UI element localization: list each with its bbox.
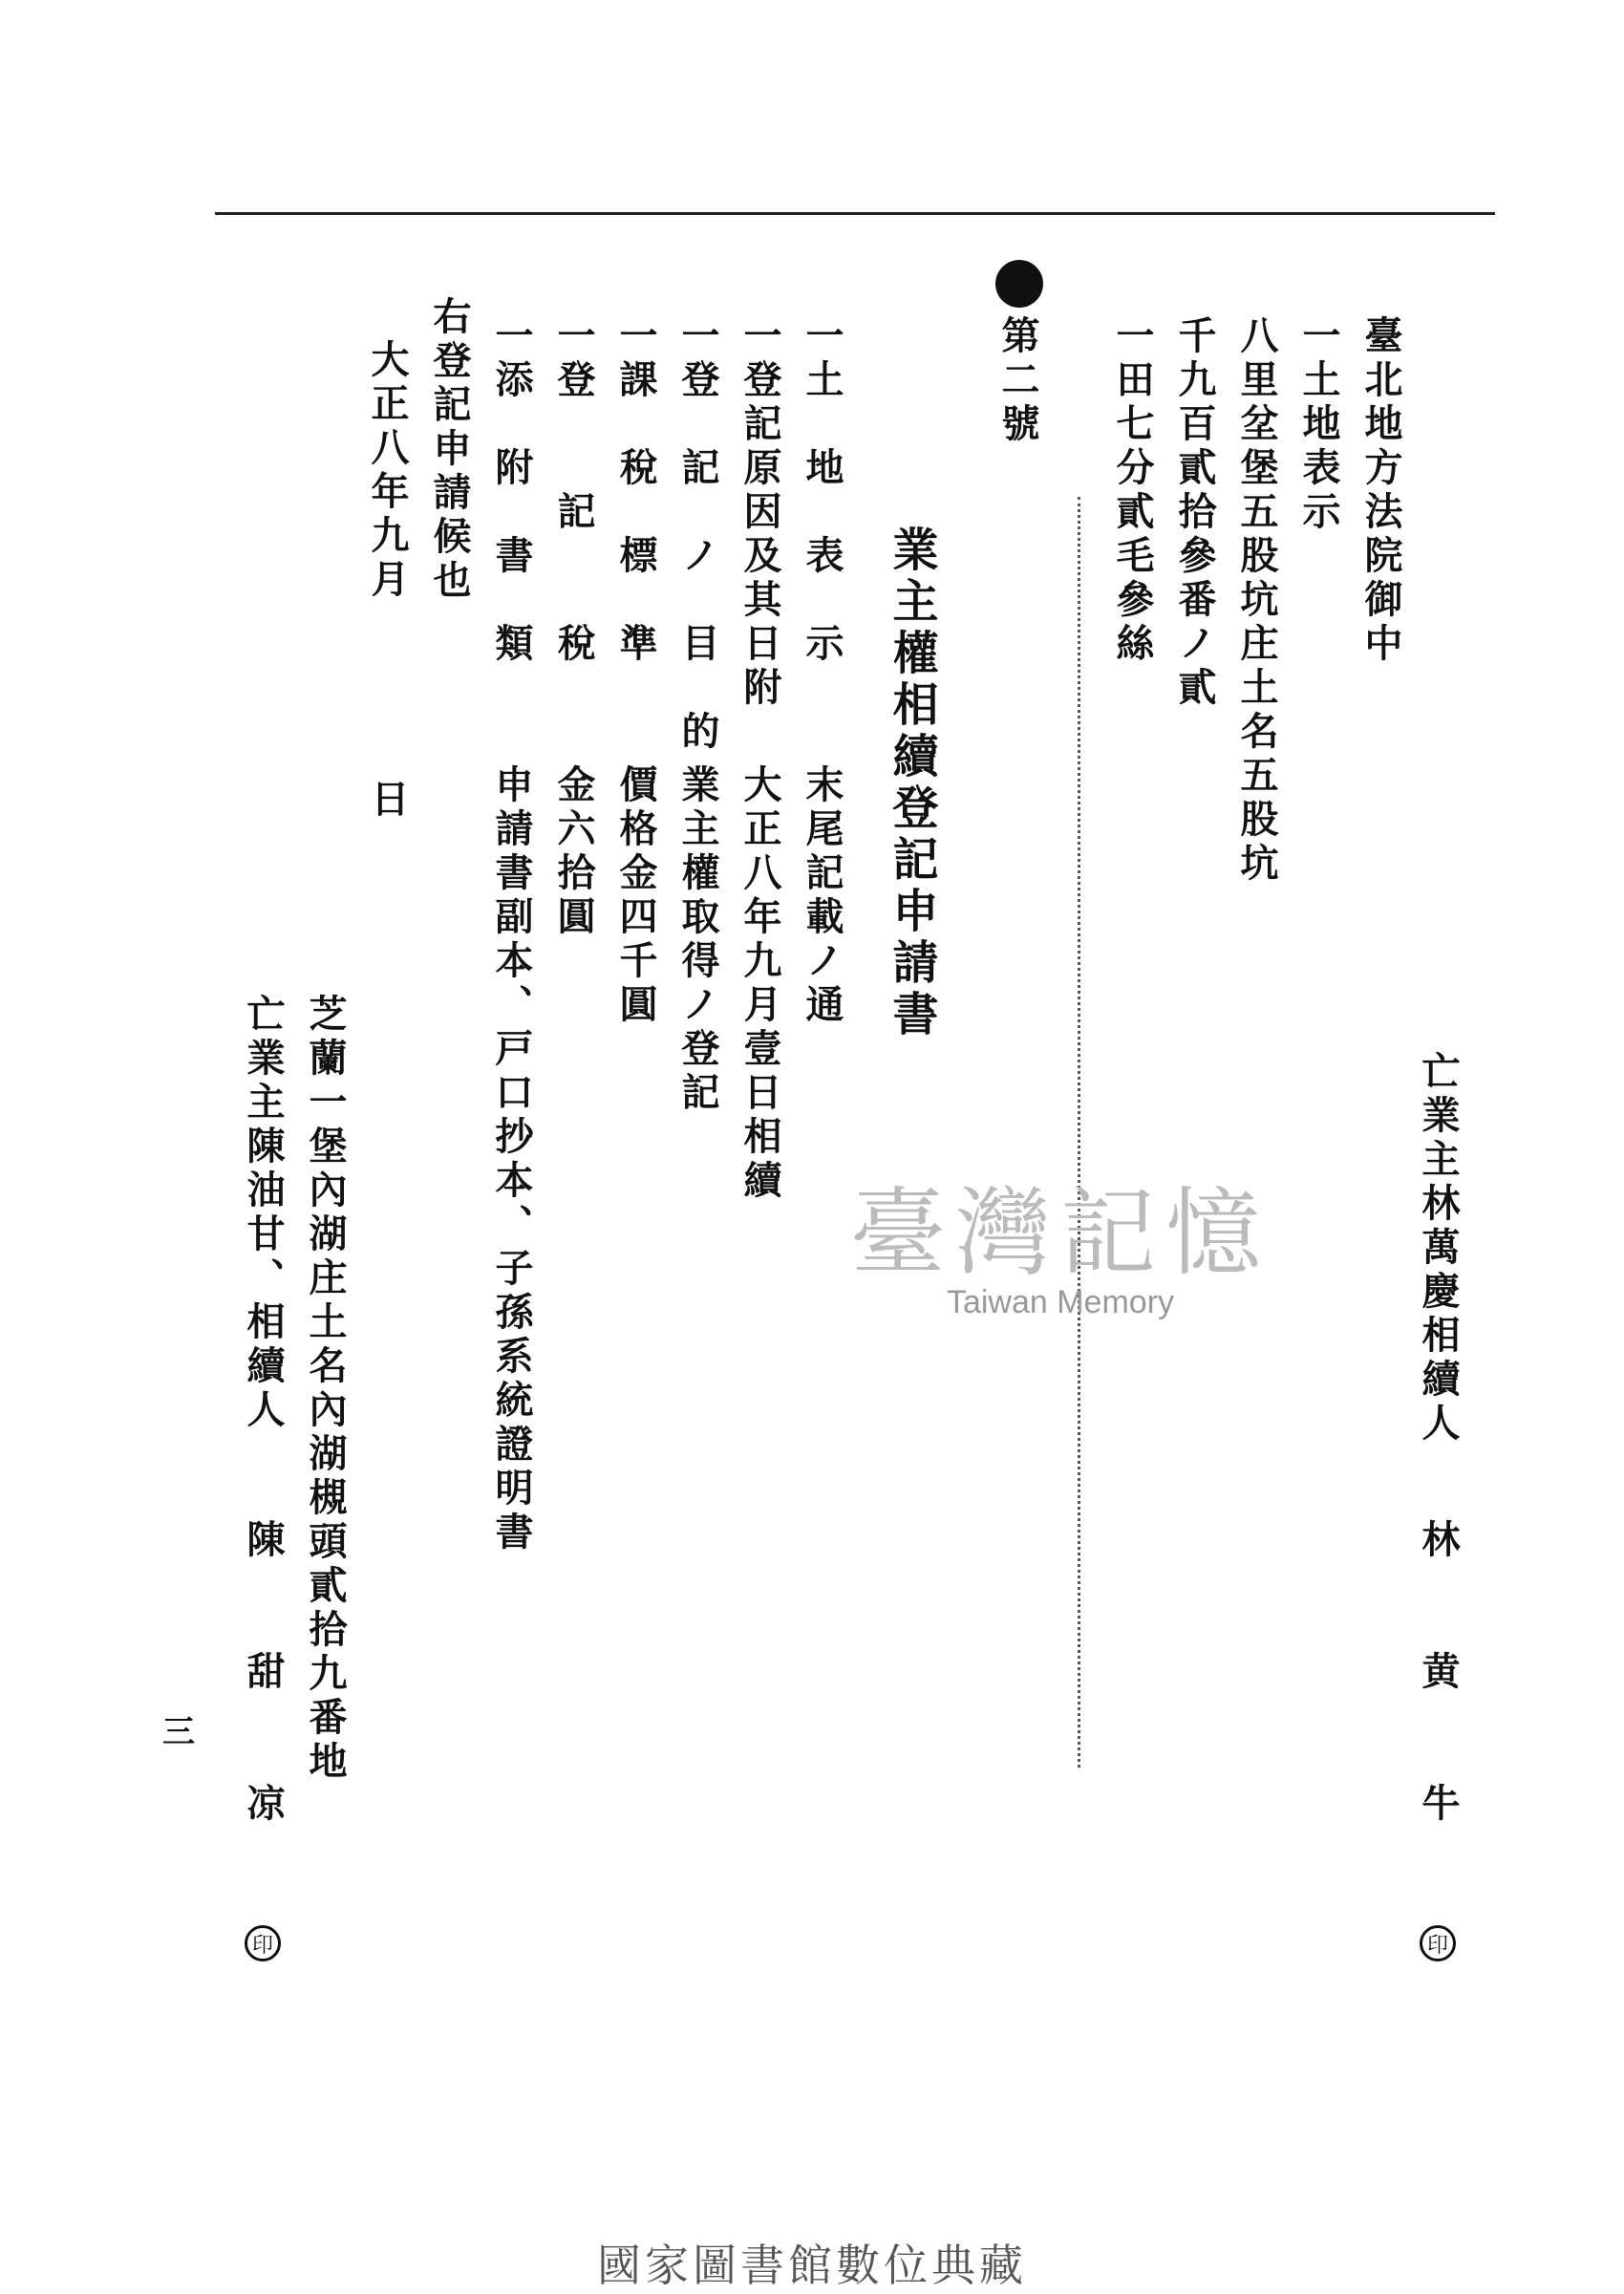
land-block-line-1: 一土地表示 xyxy=(1296,315,1341,535)
land-block-line-4: 一田七分貳毛參絲 xyxy=(1110,315,1155,667)
application-title: 業主權相續登記申請書 xyxy=(885,525,938,1041)
date-line: 大正八年九月 日 xyxy=(365,339,410,823)
page-number: 三 xyxy=(162,1713,195,1751)
left-applicant-role: 亡業主陳油甘、相續人 xyxy=(241,994,286,1433)
left-applicant-name: 陳 甜 凉 xyxy=(241,1519,286,1827)
item-label-1: 一土 地 表 示 xyxy=(800,315,844,667)
dotted-separator xyxy=(1078,497,1083,1768)
left-seal-icon: 印 xyxy=(245,1925,281,1962)
land-block-line-2: 八里坌堡五股坑庄土名五股坑 xyxy=(1234,315,1279,887)
left-applicant-address: 芝蘭一堡內湖庄土名內湖槻頭貳拾九番地 xyxy=(303,994,348,1785)
item-label-5: 一登 記 稅 xyxy=(551,315,596,667)
section-title: 第二號 xyxy=(995,315,1040,447)
item-value-5: 金六拾圓 xyxy=(551,764,596,940)
closing-line: 右登記申請候也 xyxy=(427,296,472,604)
item-label-4: 一課 稅 標 準 xyxy=(613,315,658,667)
footer-credit: 國家圖書館數位典藏 xyxy=(597,2240,1027,2291)
item-label-2: 一登記原因及其日附 xyxy=(737,315,782,711)
watermark xyxy=(812,1156,1309,1321)
right-applicant-name: 林 黄 牛 xyxy=(1416,1519,1461,1827)
item-value-1: 末尾記載ノ通 xyxy=(800,764,844,1028)
top-rule xyxy=(215,212,1495,215)
watermark-chinese: 臺灣記憶 xyxy=(850,1177,1271,1289)
right-seal-icon: 印 xyxy=(1420,1925,1456,1962)
item-value-6: 申請書副本、戸口抄本、子孫系統證明書 xyxy=(489,764,534,1555)
item-value-4: 價格金四千圓 xyxy=(613,764,658,1028)
item-label-6: 一添 附 書 類 xyxy=(489,315,534,667)
right-applicant-role: 亡業主林萬慶相續人 xyxy=(1416,1051,1461,1447)
court-addressee: 臺北地方法院御中 xyxy=(1358,315,1403,667)
item-value-2: 大正八年九月壹日相續 xyxy=(737,764,782,1204)
item-label-3: 一登 記 ノ 目 的 xyxy=(675,315,720,755)
bullet-dot-icon xyxy=(995,260,1043,308)
watermark-english: Taiwan Memory xyxy=(946,1284,1175,1320)
item-value-3: 業主權取得ノ登記 xyxy=(675,764,720,1116)
land-block-line-3: 千九百貳拾參番ノ貳 xyxy=(1172,315,1217,711)
